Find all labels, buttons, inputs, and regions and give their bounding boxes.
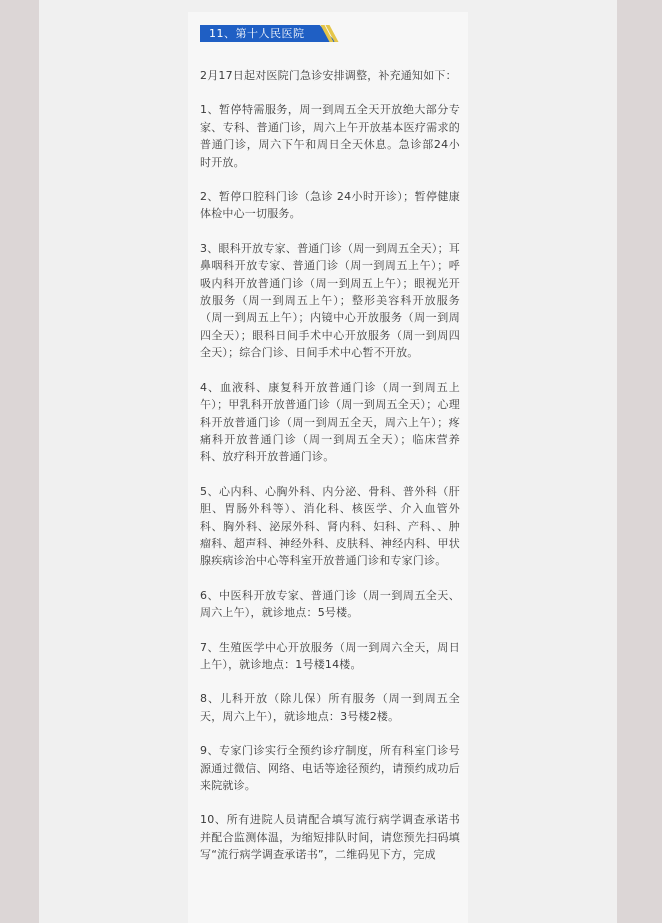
notice-item-6: 6、中医科开放专家、普通门诊（周一到周五全天、周六上午），就诊地点：5号楼。	[200, 588, 460, 620]
notice-item-1: 1、暂停特需服务，周一到周五全天开放绝大部分专家、专科、普通门诊，周六上午开放基本医疗需求的普通门诊，周六下午和周日全天休息。急诊部24小时开放。	[200, 103, 460, 169]
notice-content	[200, 67, 460, 881]
notice-item-2: 2、暂停口腔科门诊（急诊 24小时开诊）；暂停健康体检中心一切服务。	[200, 190, 460, 221]
notice-item-7: 7、生殖医学中心开放服务（周一到周六全天，周日上午），就诊地点：1号楼14楼。	[200, 640, 460, 671]
section-heading-banner	[200, 25, 336, 42]
notice-item-8: 8、儿科开放（除儿保）所有服务（周一到周五全天，周六上午），就诊地点：3号楼2楼。	[200, 692, 460, 723]
notice-item-10: 10、所有进院人员请配合填写流行病学调查承诺书并配合监测体温，为缩短排队时间，请您预先扫码填写“流行病学调查承诺书”，二维码见下方，完成	[200, 813, 460, 862]
section-title: 11、第十人民医院	[209, 27, 305, 40]
notice-item-3: 3、眼科开放专家、普通门诊（周一到周五全天）；耳鼻咽科开放专家、普通门诊（周一到周五上午）；呼吸内科开放普通门诊（周一到周五上午）；眼视光开放服务（周一到周五上午）；整形美容科开放服务（周一到周五上午）；内镜中心开放服务（周一到周四全天）；眼科日间手术中心开放服务（周一到周四全天）；综合门诊、日间手术中心暂不开放。	[200, 241, 460, 360]
notice-item-4: 4、血液科、康复科开放普通门诊（周一到周五上午）；甲乳科开放普通门诊（周一到周五全天）；心理科开放普通门诊（周一到周五全天，周六上午）；疼痛科开放普通门诊（周一到周五全天）；临床营养科、放疗科开放普通门诊。	[200, 380, 460, 464]
article-body	[188, 12, 468, 923]
notice-item-5: 5、心内科、心胸外科、内分泌、骨科、普外科（肝胆、胃肠外科等）、消化科、核医学、介入血管外科、胸外科、泌尿外科、肾内科、妇科、产科、、肿瘤科、超声科、神经外科、皮肤科、神经内科、甲状腺疾病诊治中心等科室开放普通门诊和专家门诊。	[200, 484, 460, 568]
notice-item-9: 9、专家门诊实行全预约诊疗制度，所有科室门诊号源通过微信、网络、电话等途径预约，请预约成功后来院就诊。	[200, 744, 460, 792]
notice-intro: 2月17日起对医院门急诊安排调整，补充通知如下：	[200, 69, 457, 82]
